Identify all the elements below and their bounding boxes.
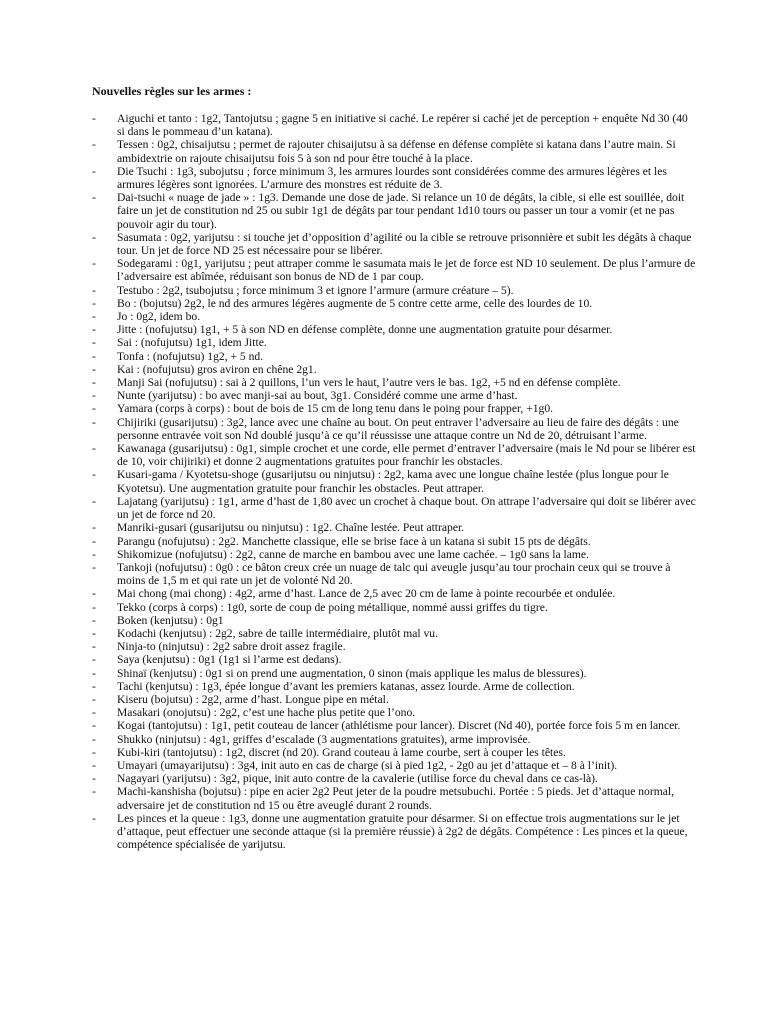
weapon-rule-item: - Masakari (onojutsu) : 2g2, c’est une hache plus petite que l’ono.: [92, 706, 698, 719]
weapon-rule-item: - Shukko (ninjutsu) : 4g1, griffes d’escalade (3 augmentations gratuites), arme improvisée.: [92, 733, 698, 746]
weapon-rules-list: [92, 112, 698, 851]
weapon-rule-item: - Tachi (kenjutsu) : 1g3, épée longue d’avant les premiers katanas, assez lourde. Arme de collection.: [92, 680, 698, 693]
weapon-rule-item: - Aiguchi et tanto : 1g2, Tantojutsu ; gagne 5 en initiative si caché. Le repérer si caché jet de perception + enquête Nd 30 (40 si dans le pommeau d’un katana).: [92, 112, 698, 138]
weapon-rule-item: - Die Tsuchi : 1g3, subojutsu ; force minimum 3, les armures lourdes sont considérées comme des armures légères et les armures légères sont ignorées. L’armure des monstres est réduite de 3.: [92, 165, 698, 191]
weapon-rule-item: - Kogai (tantojutsu) : 1g1, petit couteau de lancer (athlétisme pour lancer). Discret (Nd 40), portée force fois 5 m en lancer.: [92, 719, 698, 732]
weapon-rule-item: - Yamara (corps à corps) : bout de bois de 15 cm de long tenu dans le poing pour frapper, +1g0.: [92, 402, 698, 415]
weapon-rule-item: - Mai chong (mai chong) : 4g2, arme d’hast. Lance de 2,5 avec 20 cm de lame à pointe recourbée et ondulée.: [92, 587, 698, 600]
weapon-rule-item: - Kiseru (bojutsu) : 2g2, arme d’hast. Longue pipe en métal.: [92, 693, 698, 706]
weapon-rule-item: - Bo : (bojutsu) 2g2, le nd des armures légères augmente de 5 contre cette arme, celle des lourdes de 10.: [92, 297, 698, 310]
weapon-rule-item: - Ninja-to (ninjutsu) : 2g2 sabre droit assez fragile.: [92, 640, 698, 653]
document-title: Nouvelles règles sur les armes :: [92, 84, 252, 98]
weapon-rule-item: - Kawanaga (gusarijutsu) : 0g1, simple crochet et une corde, elle permet d’entraver l’adversaire (mais le Nd pour se libérer est de 10, voir chijiriki) et donne 2 augmentations gratuites pour franchir les obstacles.: [92, 442, 698, 468]
weapon-rule-item: - Lajatang (yarijutsu) : 1g1, arme d’hast de 1,80 avec un crochet à chaque bout. On attrape l’adversaire qui doit se libérer avec un jet de force nd 20.: [92, 495, 698, 521]
weapon-rule-item: - Shikomizue (nofujutsu) : 2g2, canne de marche en bambou avec une lame cachée. – 1g0 sans la lame.: [92, 548, 698, 561]
weapon-rule-item: - Boken (kenjutsu) : 0g1: [92, 614, 698, 627]
weapon-rule-item: - Jitte : (nofujutsu) 1g1, + 5 à son ND en défense complète, donne une augmentation gratuite pour désarmer.: [92, 323, 698, 336]
weapon-rule-item: - Umayari (umayarijutsu) : 3g4, init auto en cas de charge (si à pied 1g2, - 2g0 au jet d’attaque et – 8 à l’init).: [92, 759, 698, 772]
weapon-rule-item: - Machi-kanshisha (bojutsu) : pipe en acier 2g2 Peut jeter de la poudre metsubuchi. Portée : 5 pieds. Jet d’attaque normal, adversaire jet de constitution nd 15 ou être aveuglé durant 2 rounds.: [92, 785, 698, 811]
weapon-rule-item: - Saya (kenjutsu) : 0g1 (1g1 si l’arme est dedans).: [92, 653, 698, 666]
weapon-rule-item: - Les pinces et la queue : 1g3, donne une augmentation gratuite pour désarmer. Si on effectue trois augmentations sur le jet d’attaque, peut effectuer une seconde attaque (si la première réussie) à 2g2 de dégâts. Compétence : Les pinces et la queue, compétence spécialisée de yarijutsu.: [92, 812, 698, 852]
weapon-rule-item: - Tessen : 0g2, chisaijutsu ; permet de rajouter chisaijutsu à sa défense en défense complète si katana dans l’autre main. Si ambidextrie on rajoute chisaijutsu fois 5 à son nd pour être touché à la place.: [92, 138, 698, 164]
weapon-rule-item: - Tekko (corps à corps) : 1g0, sorte de coup de poing métallique, nommé aussi griffes du tigre.: [92, 601, 698, 614]
weapon-rule-item: - Shinaï (kenjutsu) : 0g1 si on prend une augmentation, 0 sinon (mais applique les malus de blessures).: [92, 667, 698, 680]
weapon-rule-item: - Dai-tsuchi « nuage de jade » : 1g3. Demande une dose de jade. Si relance un 10 de dégâts, la cible, si elle est souillée, doit faire un jet de constitution nd 25 ou subir 1g1 de dégâts par tour pendant 1d10 tours ou passer un tour a vomir (et ne pas pouvoir agir du tour).: [92, 191, 698, 231]
weapon-rule-item: - Tonfa : (nofujutsu) 1g2, + 5 nd.: [92, 350, 698, 363]
weapon-rule-item: - Sodegarami : 0g1, yarijutsu ; peut attraper comme le sasumata mais le jet de force est ND 10 seulement. De plus l’armure de l’adversaire est abîmée, réduisant son bonus de ND de 1 par coup.: [92, 257, 698, 283]
weapon-rule-item: - Kodachi (kenjutsu) : 2g2, sabre de taille intermédiaire, plutôt mal vu.: [92, 627, 698, 640]
weapon-rule-item: - Tankoji (nofujutsu) : 0g0 : ce bâton creux crée un nuage de talc qui aveugle jusqu’au tour prochain ceux qui se trouve à moins de 1,5 m et qui rate un jet de volonté Nd 20.: [92, 561, 698, 587]
weapon-rule-item: - Sasumata : 0g2, yarijutsu : si touche jet d’opposition d’agilité ou la cible se retrouve prisonnière et subit les dégâts à chaque tour. Un jet de force ND 25 est nécessaire pour se libérer.: [92, 231, 698, 257]
weapon-rule-item: - Jo : 0g2, idem bo.: [92, 310, 698, 323]
weapon-rule-item: - Nagayari (yarijutsu) : 3g2, pique, init auto contre de la cavalerie (utilise force du cheval dans ce cas-là).: [92, 772, 698, 785]
weapon-rule-item: - Kai : (nofujutsu) gros aviron en chêne 2g1.: [92, 363, 698, 376]
weapon-rule-item: - Manji Sai (nofujutsu) : sai à 2 quillons, l’un vers le haut, l’autre vers le bas. 1g2, +5 nd en défense complète.: [92, 376, 698, 389]
weapon-rule-item: - Parangu (nofujutsu) : 2g2. Manchette classique, elle se brise face à un katana si subit 15 pts de dégâts.: [92, 535, 698, 548]
weapon-rule-item: - Chijiriki (gusarijutsu) : 3g2, lance avec une chaîne au bout. On peut entraver l’adversaire au lieu de faire des dégâts : une personne entravée voit son Nd doublé jusqu’à ce qu’il réussisse une attaque contre un Nd de 20, détruisant l’arme.: [92, 416, 698, 442]
weapon-rule-item: - Testubo : 2g2, tsubojutsu ; force minimum 3 et ignore l’armure (armure créature – 5).: [92, 284, 698, 297]
weapon-rule-item: - Kubi-kiri (tantojutsu) : 1g2, discret (nd 20). Grand couteau à lame courbe, sert à couper les têtes.: [92, 746, 698, 759]
weapon-rule-item: - Nunte (yarijutsu) : bo avec manji-sai au bout, 3g1. Considéré comme une arme d’hast.: [92, 389, 698, 402]
weapon-rule-item: - Kusari-gama / Kyotetsu-shoge (gusarijutsu ou ninjutsu) : 2g2, kama avec une longue chaîne lestée (plus longue pour le Kyotetsu). Une augmentation gratuite pour franchir les obstacles. Peut attraper.: [92, 468, 698, 494]
weapon-rule-item: - Manriki-gusari (gusarijutsu ou ninjutsu) : 1g2. Chaîne lestée. Peut attraper.: [92, 521, 698, 534]
weapon-rule-item: - Sai : (nofujutsu) 1g1, idem Jitte.: [92, 336, 698, 349]
